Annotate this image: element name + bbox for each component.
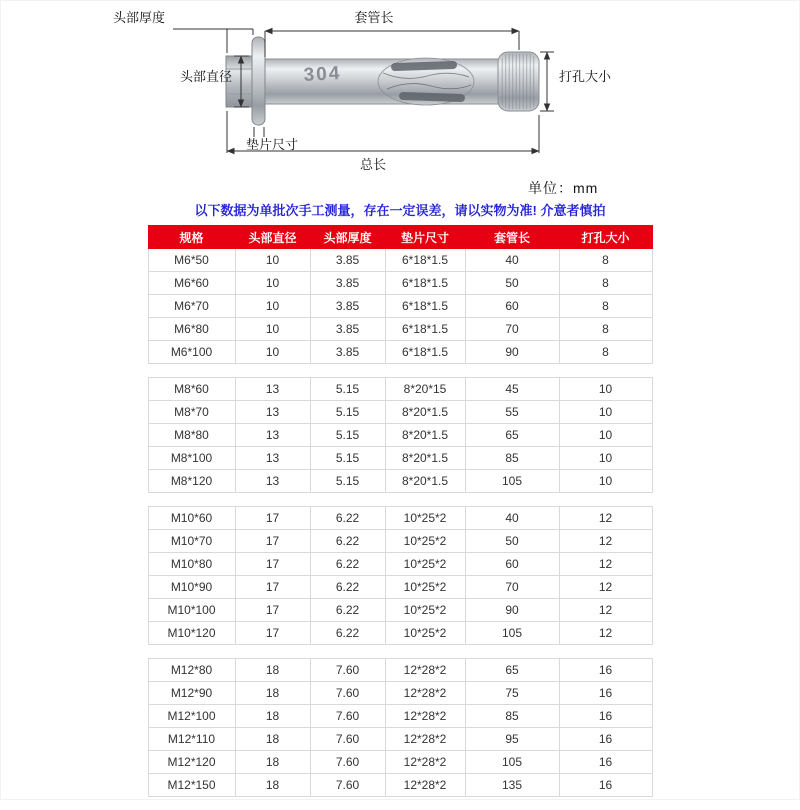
table-cell: 5.15 [310, 424, 385, 447]
table-cell: 5.15 [310, 470, 385, 493]
table-cell: 3.85 [310, 295, 385, 318]
table-cell: M12*100 [148, 705, 235, 728]
table-cell: 7.60 [310, 659, 385, 682]
table-cell: 18 [235, 728, 310, 751]
table-cell: 17 [235, 622, 310, 645]
table-cell: 8*20*1.5 [385, 424, 465, 447]
table-cell: 7.60 [310, 682, 385, 705]
table-cell: 12*28*2 [385, 728, 465, 751]
table-cell: 10 [235, 272, 310, 295]
table-row [148, 553, 652, 576]
table-cell: 10*25*2 [385, 553, 465, 576]
column-header: 头部厚度 [310, 226, 385, 249]
table-cell: 85 [465, 447, 559, 470]
table-cell: 8*20*15 [385, 378, 465, 401]
table-cell: 6.22 [310, 599, 385, 622]
table-cell: 16 [559, 659, 652, 682]
table-cell: 50 [465, 530, 559, 553]
column-header: 垫片尺寸 [385, 226, 465, 249]
table-cell: M12*80 [148, 659, 235, 682]
table-cell: 5.15 [310, 447, 385, 470]
table-cell: 17 [235, 599, 310, 622]
table-cell: 60 [465, 553, 559, 576]
table-cell: 7.60 [310, 705, 385, 728]
table-cell: 13 [235, 424, 310, 447]
table-cell: 12*28*2 [385, 774, 465, 797]
column-header: 头部直径 [235, 226, 310, 249]
table-row [148, 378, 652, 401]
table-cell: 6*18*1.5 [385, 249, 465, 272]
table-cell: 40 [465, 249, 559, 272]
table-cell: 12 [559, 507, 652, 530]
table-cell: M6*80 [148, 318, 235, 341]
table-cell: 10*25*2 [385, 599, 465, 622]
table-cell: M12*120 [148, 751, 235, 774]
table-cell: 12 [559, 599, 652, 622]
table-cell: 8*20*1.5 [385, 447, 465, 470]
table-cell: 50 [465, 272, 559, 295]
unit-label: 单位：mm [528, 180, 599, 196]
table-cell: M10*120 [148, 622, 235, 645]
table-row [148, 622, 652, 645]
table-cell: 6.22 [310, 622, 385, 645]
column-header: 套管长 [465, 226, 559, 249]
spec-table-group-M10 [148, 506, 653, 645]
table-cell: 18 [235, 705, 310, 728]
table-cell: 7.60 [310, 774, 385, 797]
table-row [148, 249, 652, 272]
column-header: 规格 [148, 226, 235, 249]
table-cell: 10*25*2 [385, 576, 465, 599]
bolt-diagram-svg [1, 1, 800, 176]
table-row [148, 576, 652, 599]
table-cell: 75 [465, 682, 559, 705]
table-cell: 6*18*1.5 [385, 341, 465, 364]
table-cell: 10 [235, 341, 310, 364]
table-cell: 6.22 [310, 553, 385, 576]
table-row [148, 774, 652, 797]
table-row [148, 507, 652, 530]
table-cell: 40 [465, 507, 559, 530]
table-cell: 18 [235, 682, 310, 705]
table-cell: 16 [559, 705, 652, 728]
table-cell: 10*25*2 [385, 622, 465, 645]
table-cell: 5.15 [310, 378, 385, 401]
table-cell: M12*110 [148, 728, 235, 751]
head-thickness-label: 头部厚度 [112, 10, 166, 25]
table-row [148, 272, 652, 295]
notice-text: 以下数据为单批次手工测量，存在一定误差，请以实物为准! 介意者慎拍 [194, 203, 606, 218]
table-cell: 8 [559, 249, 652, 272]
table-cell: M8*100 [148, 447, 235, 470]
table-cell: 105 [465, 622, 559, 645]
table-cell: M6*50 [148, 249, 235, 272]
table-cell: 70 [465, 318, 559, 341]
table-cell: M8*70 [148, 401, 235, 424]
table-cell: 16 [559, 774, 652, 797]
table-row [148, 530, 652, 553]
table-cell: 13 [235, 378, 310, 401]
table-cell: 6*18*1.5 [385, 295, 465, 318]
table-cell: M10*90 [148, 576, 235, 599]
spec-table-group-M8 [148, 377, 653, 493]
table-cell: 7.60 [310, 728, 385, 751]
table-cell: 3.85 [310, 341, 385, 364]
table-row [148, 705, 652, 728]
table-cell: 8 [559, 341, 652, 364]
table-cell: M10*80 [148, 553, 235, 576]
table-cell: 95 [465, 728, 559, 751]
table-cell: 12*28*2 [385, 682, 465, 705]
table-cell: 18 [235, 751, 310, 774]
table-row [148, 751, 652, 774]
table-cell: 12*28*2 [385, 659, 465, 682]
table-cell: 90 [465, 599, 559, 622]
table-row [148, 318, 652, 341]
table-cell: 8 [559, 272, 652, 295]
table-cell: 12*28*2 [385, 751, 465, 774]
table-cell: 13 [235, 447, 310, 470]
table-row [148, 599, 652, 622]
table-cell: 10 [559, 424, 652, 447]
header-row [148, 226, 652, 249]
table-cell: 17 [235, 553, 310, 576]
table-cell: 8 [559, 318, 652, 341]
table-cell: 18 [235, 659, 310, 682]
table-row [148, 659, 652, 682]
table-cell: 16 [559, 751, 652, 774]
spec-table-group-M12 [148, 658, 653, 797]
table-cell: M10*100 [148, 599, 235, 622]
table-cell: 10 [559, 378, 652, 401]
table-cell: 10 [235, 295, 310, 318]
table-cell: 12 [559, 622, 652, 645]
table-cell: 3.85 [310, 318, 385, 341]
table-cell: M8*80 [148, 424, 235, 447]
table-cell: 3.85 [310, 249, 385, 272]
table-row [148, 341, 652, 364]
total-length-label: 总长 [359, 157, 387, 172]
table-cell: 5.15 [310, 401, 385, 424]
column-header: 打孔大小 [559, 226, 652, 249]
table-cell: 12*28*2 [385, 705, 465, 728]
spec-table-group-M6 [148, 225, 653, 364]
table-cell: 6.22 [310, 507, 385, 530]
table-cell: 12 [559, 576, 652, 599]
table-cell: M12*150 [148, 774, 235, 797]
table-cell: 70 [465, 576, 559, 599]
table-cell: 90 [465, 341, 559, 364]
table-cell: 6*18*1.5 [385, 272, 465, 295]
table-cell: 85 [465, 705, 559, 728]
table-cell: 12 [559, 530, 652, 553]
washer-size-label: 垫片尺寸 [245, 137, 299, 152]
table-cell: 13 [235, 401, 310, 424]
table-cell: 10*25*2 [385, 507, 465, 530]
bolt-cone-nut [498, 52, 539, 111]
table-cell: 16 [559, 728, 652, 751]
table-cell: M12*90 [148, 682, 235, 705]
table-row [148, 447, 652, 470]
sleeve-length-label: 套管长 [354, 10, 394, 25]
bolt-stamp-304: 304 [303, 63, 342, 86]
head-diameter-label: 头部直径 [179, 69, 232, 84]
table-row [148, 295, 652, 318]
table-cell: 135 [465, 774, 559, 797]
table-cell: 105 [465, 751, 559, 774]
table-cell: 10 [559, 470, 652, 493]
table-row [148, 424, 652, 447]
table-cell: 18 [235, 774, 310, 797]
table-cell: M6*60 [148, 272, 235, 295]
table-row [148, 682, 652, 705]
table-row [148, 401, 652, 424]
table-cell: M6*70 [148, 295, 235, 318]
table-cell: M10*70 [148, 530, 235, 553]
table-cell: 3.85 [310, 272, 385, 295]
bolt-washer [252, 37, 265, 125]
table-cell: 10 [559, 447, 652, 470]
table-cell: 10*25*2 [385, 530, 465, 553]
table-row [148, 470, 652, 493]
table-cell: 10 [235, 318, 310, 341]
table-cell: M8*120 [148, 470, 235, 493]
table-cell: 7.60 [310, 751, 385, 774]
spec-tables [1, 225, 799, 810]
table-cell: 55 [465, 401, 559, 424]
table-cell: 17 [235, 576, 310, 599]
table-cell: 17 [235, 530, 310, 553]
table-cell: 65 [465, 659, 559, 682]
table-cell: 13 [235, 470, 310, 493]
table-cell: 17 [235, 507, 310, 530]
bolt-diagram [1, 1, 800, 176]
table-cell: 65 [465, 424, 559, 447]
table-cell: 6.22 [310, 576, 385, 599]
table-cell: 10 [559, 401, 652, 424]
drill-size-label: 打孔大小 [559, 69, 612, 84]
table-cell: 8*20*1.5 [385, 401, 465, 424]
table-cell: 45 [465, 378, 559, 401]
expansion-bolt-illustration [226, 37, 539, 125]
table-row [148, 728, 652, 751]
table-cell: 8*20*1.5 [385, 470, 465, 493]
table-cell: M6*100 [148, 341, 235, 364]
table-cell: M10*60 [148, 507, 235, 530]
table-cell: 6.22 [310, 530, 385, 553]
table-cell: 16 [559, 682, 652, 705]
table-cell: 105 [465, 470, 559, 493]
table-cell: 6*18*1.5 [385, 318, 465, 341]
table-cell: 12 [559, 553, 652, 576]
table-cell: 8 [559, 295, 652, 318]
table-cell: M8*60 [148, 378, 235, 401]
table-cell: 60 [465, 295, 559, 318]
table-cell: 10 [235, 249, 310, 272]
